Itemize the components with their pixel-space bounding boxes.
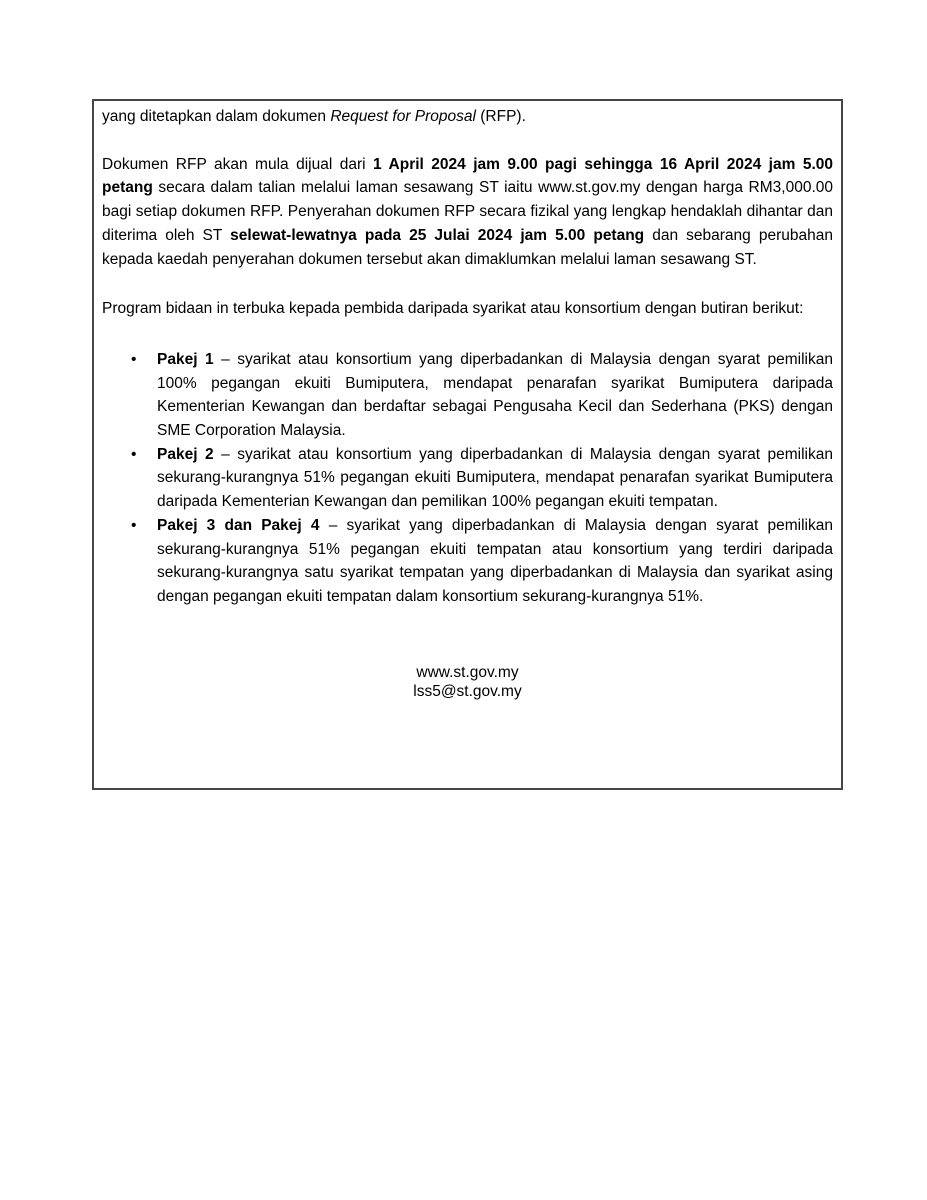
rfp-sale-dates-bold: 1 April 2024 jam 9.00 pagi sehingga 16 April 2024 jam 5.00 petang <box>102 155 834 197</box>
list-item-pakej-3-4 <box>131 514 833 609</box>
list-item-pakej-1 <box>131 348 833 443</box>
bullet-icon: • <box>131 350 137 368</box>
package-3-4-title: Pakej 3 dan Pakej 4 <box>157 516 320 534</box>
package-list <box>102 348 833 609</box>
program-paragraph: Program bidaan in terbuka kepada pembida daripada syarikat atau konsortium dengan butiran berikut: <box>102 300 804 318</box>
bullet-icon: • <box>131 445 137 463</box>
package-1-description: – syarikat atau konsortium yang diperbadankan di Malaysia dengan syarat pemilikan 100% pegangan ekuiti Bumiputera, mendapat penarafan syarikat Bumiputera daripada Kementerian Kewangan dan berdaftar sebagai Pengusaha Kecil dan Sederhana (PKS) dengan SME Corporation Malaysia. <box>157 350 833 440</box>
email-text: lss5@st.gov.my <box>413 682 522 700</box>
package-1-text <box>157 348 833 443</box>
bullet-icon: • <box>131 516 137 534</box>
intro-line <box>102 105 833 129</box>
rfp-sale-seg2: secara dalam talian melalui laman sesawang ST iaitu www.st.gov.my dengan harga RM3,000.00 bagi setiap dokumen RFP. Penyerahan dokumen RFP secara fizikal yang lengkap hendaklah dihantar dan diterima oleh ST <box>102 179 833 244</box>
package-2-title: Pakej 2 <box>157 445 214 463</box>
package-2-description: – syarikat atau konsortium yang diperbadankan di Malaysia dengan syarat pemilikan sekurang-kurangnya 51% pegangan ekuiti Bumiputera, mendapat penarafan syarikat Bumiputera daripada Kementerian Kewangan dan pemilikan 100% pegangan ekuiti tempatan. <box>157 445 833 511</box>
intro-line-pre: yang ditetapkan dalam dokumen <box>102 108 331 125</box>
contact-footer <box>102 663 833 701</box>
rfp-sale-paragraph <box>102 153 833 272</box>
package-3-4-text <box>157 514 833 609</box>
intro-line-post: (RFP). <box>475 108 526 125</box>
rfp-sale-seg1: Dokumen RFP akan mula dijual dari <box>102 155 374 173</box>
package-3-4-description: – syarikat yang diperbadankan di Malaysia dengan syarat pemilikan sekurang-kurangnya 51% pegangan ekuiti tempatan atau konsortium yang terdiri daripada sekurang-kurangnya satu syarikat tempatan yang diperbadankan di Malaysia dan syarikat asing dengan pegangan ekuiti tempatan dalam konsortium sekurang-kurangnya 51%. <box>157 516 833 605</box>
package-1-title: Pakej 1 <box>157 350 214 368</box>
package-2-text <box>157 443 833 514</box>
rfp-deadline-bold: selewat-lewatnya pada 25 Julai 2024 jam 5.00 petang <box>230 226 645 244</box>
website-text: www.st.gov.my <box>416 663 519 681</box>
document-border-box <box>92 99 843 790</box>
rfp-sale-seg3: dan sebarang perubahan kepada kaedah penyerahan dokumen tersebut akan dimaklumkan melalui laman sesawang ST. <box>102 226 833 268</box>
intro-line-italic: Request for Proposal <box>330 108 476 125</box>
list-item-pakej-2 <box>131 443 833 514</box>
